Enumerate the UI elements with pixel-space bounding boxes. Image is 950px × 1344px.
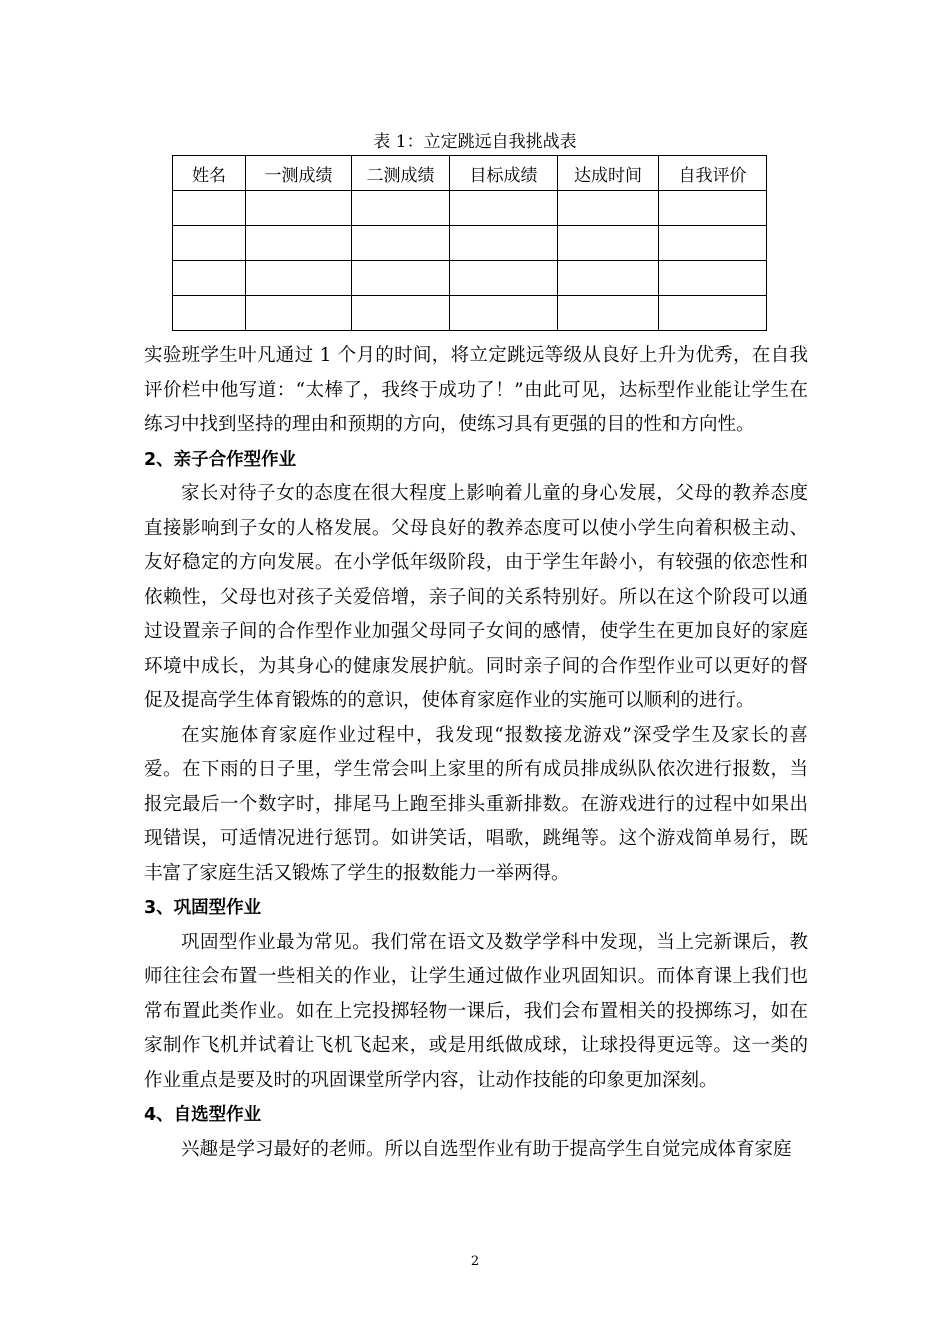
table-cell: [246, 261, 352, 296]
table-cell: [246, 191, 352, 226]
paragraph-parent-child-1: 家长对待子女的态度在很大程度上影响着儿童的身心发展，父母的教养态度直接影响到子女的人格发展。父母良好的教养态度可以使小学生向着积极主动、友好稳定的方向发展。在小学低年级阶段，由于学生年龄小，有较强的依恋性和依赖性，父母也对孩子关爱倍增，亲子间的关系特别好。所以在这个阶段可以通过设置亲子间的合作型作业加强父母同子女间的感情，使学生在更加良好的家庭环境中成长，为其身心的健康发展护航。同时亲子间的合作型作业可以更好的督促及提高学生体育锻炼的的意识，使体育家庭作业的实施可以顺利的进行。: [144, 483, 808, 711]
heading-parent-child-homework: 2、亲子合作型作业: [144, 449, 297, 470]
table-cell: [173, 296, 246, 331]
table-cell: [450, 226, 558, 261]
table-cell: [450, 191, 558, 226]
table-cell: [659, 296, 767, 331]
table-cell: [246, 226, 352, 261]
header-first-test: 一测成绩: [246, 156, 352, 191]
header-target: 目标成绩: [450, 156, 558, 191]
table-cell: [450, 261, 558, 296]
table-cell: [352, 261, 450, 296]
challenge-table: [172, 155, 767, 331]
table-cell: [246, 296, 352, 331]
table-cell: [558, 261, 659, 296]
heading-elective-homework: 4、自选型作业: [144, 1105, 262, 1125]
table-cell: [558, 191, 659, 226]
body-text: [144, 339, 808, 1167]
paragraph-result: 实验班学生叶凡通过 1 个月的时间，将立定跳远等级从良好上升为优秀，在自我评价栏中他写道：“太棒了，我终于成功了！”由此可见，达标型作业能让学生在练习中找到坚持的理由和预期的方向，使练习具有更强的目的性和方向性。: [144, 345, 808, 435]
table-row: [173, 191, 767, 226]
table-header-row: [173, 156, 767, 191]
table-cell: [352, 226, 450, 261]
paragraph-elective: 兴趣是学习最好的老师。所以自选型作业有助于提高学生自觉完成体育家庭: [181, 1138, 792, 1160]
table-cell: [558, 296, 659, 331]
header-name: 姓名: [173, 156, 246, 191]
table-cell: [558, 226, 659, 261]
table-cell: [352, 191, 450, 226]
table-cell: [173, 261, 246, 296]
heading-consolidation-homework: 3、巩固型作业: [144, 898, 262, 918]
page-number: 2: [470, 1254, 480, 1269]
table-cell: [450, 296, 558, 331]
table-row: [173, 296, 767, 331]
table-cell: [173, 226, 246, 261]
table-cell: [173, 191, 246, 226]
table-cell: [659, 191, 767, 226]
table-row: [173, 226, 767, 261]
header-achieved-time: 达成时间: [558, 156, 659, 191]
paragraph-consolidation: 巩固型作业最为常见。我们常在语文及数学学科中发现，当上完新课后，教师往往会布置一些相关的作业，让学生通过做作业巩固知识。而体育课上我们也常布置此类作业。如在上完投掷轻物一课后，我们会布置相关的投掷练习，如在家制作飞机并试着让飞机飞起来，或是用纸做成球，让球投得更远等。这一类的作业重点是要及时的巩固课堂所学内容，让动作技能的印象更加深刻。: [144, 931, 808, 1091]
table-cell: [659, 226, 767, 261]
table-cell: [659, 261, 767, 296]
table-row: [173, 261, 767, 296]
header-self-evaluation: 自我评价: [659, 156, 767, 191]
table-cell: [352, 296, 450, 331]
header-second-test: 二测成绩: [352, 156, 450, 191]
table-caption: 表 1：立定跳远自我挑战表: [373, 132, 577, 152]
paragraph-parent-child-2: 在实施体育家庭作业过程中，我发现“报数接龙游戏”深受学生及家长的喜爱。在下雨的日子里，学生常会叫上家里的所有成员排成纵队依次进行报数，当报完最后一个数字时，排尾马上跑至排头重新排数。在游戏进行的过程中如果出现错误，可适情况进行惩罚。如讲笑话，唱歌，跳绳等。这个游戏简单易行，既丰富了家庭生活又锻炼了学生的报数能力一举两得。: [144, 724, 808, 884]
